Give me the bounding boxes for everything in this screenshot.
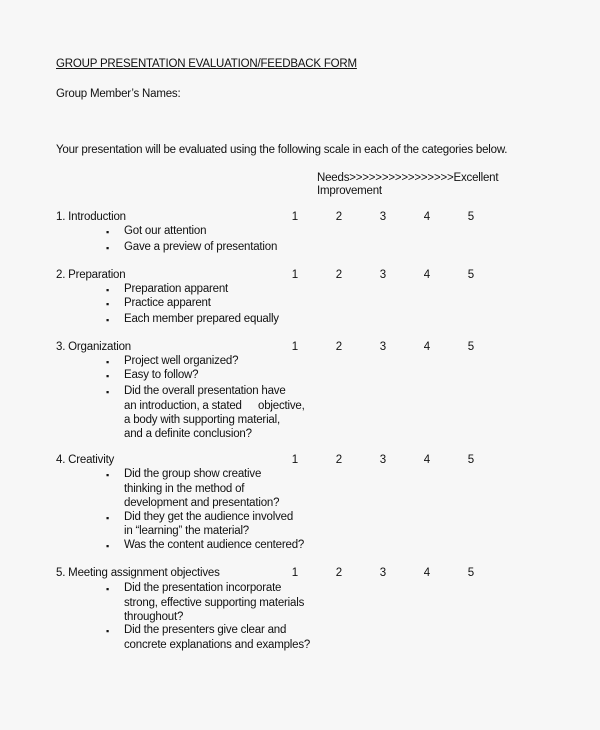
bullet-icon: ▪ xyxy=(106,315,110,325)
criterion-item: Did the group show creative xyxy=(124,468,262,480)
scale-intro: Your presentation will be evaluated using the following scale in each of the categories below. xyxy=(56,144,508,156)
bullet-icon: ▪ xyxy=(106,371,110,381)
scale-header-line1: Needs>>>>>>>>>>>>>>>>Excellent xyxy=(317,172,499,184)
score-4: 4 xyxy=(423,269,431,281)
score-1: 1 xyxy=(291,269,299,281)
group-members-label: Group Member’s Names: xyxy=(56,88,181,100)
score-4: 4 xyxy=(423,341,431,353)
bullet-icon: ▪ xyxy=(106,299,110,309)
score-2: 2 xyxy=(335,269,343,281)
bullet-icon: ▪ xyxy=(106,357,110,367)
bullet-icon: ▪ xyxy=(106,243,110,253)
criterion-item: Each member prepared equally xyxy=(124,313,279,325)
criterion-item: throughout? xyxy=(124,611,184,623)
criterion-item: Preparation apparent xyxy=(124,283,229,295)
bullet-icon: ▪ xyxy=(106,285,110,295)
criterion-item: Did they get the audience involved xyxy=(124,511,294,523)
category-heading: 4. Creativity xyxy=(56,454,115,466)
criterion-item: and a definite conclusion? xyxy=(124,428,252,440)
score-2: 2 xyxy=(335,341,343,353)
criterion-item: Easy to follow? xyxy=(124,369,199,381)
score-4: 4 xyxy=(423,567,431,579)
criterion-item: objective, xyxy=(258,400,305,412)
criterion-item: Practice apparent xyxy=(124,297,211,309)
score-5: 5 xyxy=(467,269,475,281)
criterion-item: an introduction, a stated xyxy=(124,400,242,412)
criterion-item: in “learning” the material? xyxy=(124,525,249,537)
score-1: 1 xyxy=(291,341,299,353)
criterion-item: concrete explanations and examples? xyxy=(124,639,311,651)
bullet-icon: ▪ xyxy=(106,470,110,480)
score-3: 3 xyxy=(379,341,387,353)
category-heading: 3. Organization xyxy=(56,341,131,353)
score-5: 5 xyxy=(467,341,475,353)
criterion-item: Did the presenters give clear and xyxy=(124,624,287,636)
bullet-icon: ▪ xyxy=(106,541,110,551)
scale-header-line2: Improvement xyxy=(317,185,382,197)
score-3: 3 xyxy=(379,567,387,579)
bullet-icon: ▪ xyxy=(106,584,110,594)
criterion-item: development and presentation? xyxy=(124,497,280,509)
score-2: 2 xyxy=(335,454,343,466)
score-1: 1 xyxy=(291,454,299,466)
bullet-icon: ▪ xyxy=(106,626,110,636)
score-5: 5 xyxy=(467,567,475,579)
form-title: GROUP PRESENTATION EVALUATION/FEEDBACK FORM xyxy=(56,58,357,70)
criterion-item: Project well organized? xyxy=(124,355,239,367)
criterion-item: thinking in the method of xyxy=(124,483,245,495)
criterion-item: Got our attention xyxy=(124,225,207,237)
category-heading: 5. Meeting assignment objectives xyxy=(56,567,220,579)
criterion-item: strong, effective supporting materials xyxy=(124,597,305,609)
criterion-item: Did the overall presentation have xyxy=(124,385,286,397)
score-1: 1 xyxy=(291,211,299,223)
bullet-icon: ▪ xyxy=(106,227,110,237)
category-heading: 2. Preparation xyxy=(56,269,126,281)
criterion-item: Was the content audience centered? xyxy=(124,539,305,551)
score-2: 2 xyxy=(335,567,343,579)
score-1: 1 xyxy=(291,567,299,579)
bullet-icon: ▪ xyxy=(106,387,110,397)
score-4: 4 xyxy=(423,211,431,223)
score-5: 5 xyxy=(467,454,475,466)
score-3: 3 xyxy=(379,454,387,466)
score-5: 5 xyxy=(467,211,475,223)
category-heading: 1. Introduction xyxy=(56,211,126,223)
bullet-icon: ▪ xyxy=(106,513,110,523)
criterion-item: Did the presentation incorporate xyxy=(124,582,282,594)
score-4: 4 xyxy=(423,454,431,466)
score-3: 3 xyxy=(379,269,387,281)
criterion-item: a body with supporting material, xyxy=(124,414,280,426)
criterion-item: Gave a preview of presentation xyxy=(124,241,278,253)
score-3: 3 xyxy=(379,211,387,223)
score-2: 2 xyxy=(335,211,343,223)
